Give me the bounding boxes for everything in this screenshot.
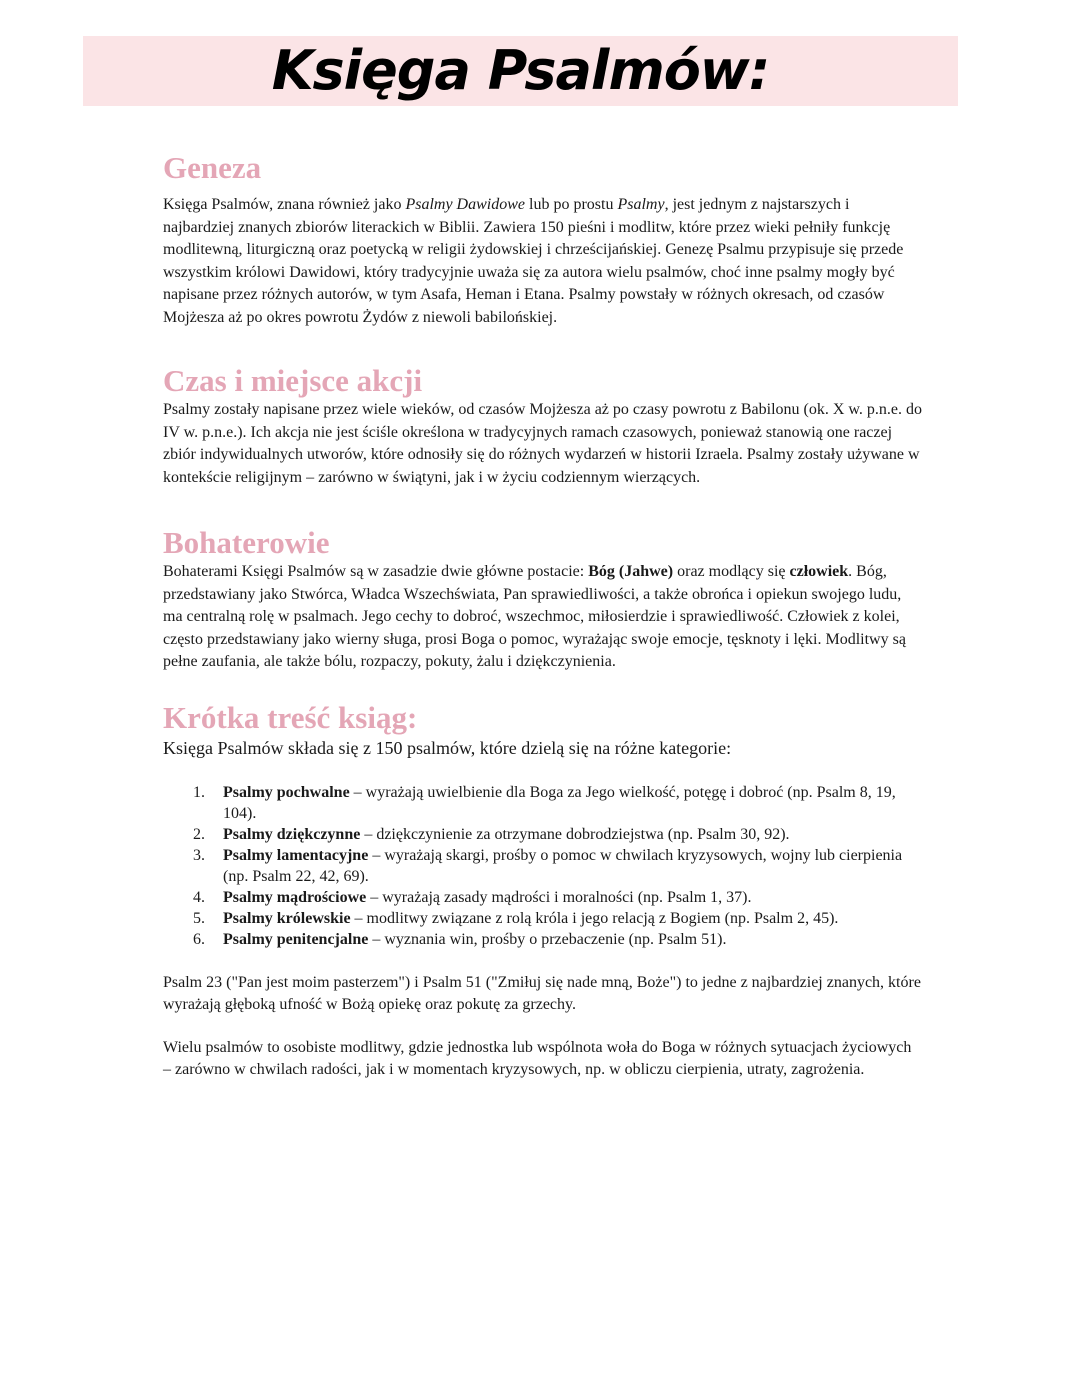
list-number: 6.: [193, 930, 205, 948]
list-item: [193, 782, 923, 824]
section-genesis: [163, 150, 923, 329]
list-desc: – wyznania win, prośby o przebaczenie (np. Psalm 51).: [368, 930, 727, 948]
heading-heroes: Bohaterowie: [163, 525, 330, 560]
title-banner: [83, 36, 958, 106]
page-title: Księga Psalmów:: [271, 39, 770, 102]
list-number: 4.: [193, 888, 205, 906]
text-run: . Bóg, przedstawiany jako Stwórca, Władca Wszechświata, Pan sprawiedliwości, a także obrońca i opiekun swojego ludu, ma centralną rolę w psalmach. Jego cechy to dobroć, wszechmoc, miłosierdzie i sprawiedliwość. Człowiek z kolei, często przedstawiany jako wierny sługa, prosi Boga o pomoc, wyrażając swoje emocje, tęsknoty i lęki. Modlitwy są pełne zaufania, ale także bólu, rozpaczy, pokuty, żalu i dziękczynienia.: [163, 563, 906, 670]
list-number: 1.: [193, 783, 205, 801]
document-body: [163, 150, 923, 1082]
list-number: 2.: [193, 825, 205, 843]
list-term: Psalmy pochwalne: [223, 783, 350, 801]
list-item: [193, 929, 923, 950]
list-term: Psalmy królewskie: [223, 909, 351, 927]
list-item: [193, 908, 923, 929]
text-run: Księga Psalmów, znana również jako: [163, 196, 406, 213]
section-heroes: [163, 525, 923, 674]
list-term: Psalmy penitencjalne: [223, 930, 369, 948]
list-number: 3.: [193, 846, 205, 864]
text-run: oraz modlący się: [673, 563, 790, 580]
summary-lead: Księga Psalmów składa się z 150 psalmów, które dzielą się na różne kategorie:: [163, 737, 732, 758]
list-desc: – modlitwy związane z rolą króla i jego relacją z Bogiem (np. Psalm 2, 45).: [350, 909, 839, 927]
heading-time-place: Czas i miejsce akcji: [163, 363, 423, 398]
italic-title: Psalmy: [617, 196, 665, 213]
list-term: Psalmy dziękczynne: [223, 825, 361, 843]
section-time-place: [163, 363, 923, 489]
paragraph-personal-prayers: Wielu psalmów to osobiste modlitwy, gdzie jednostka lub wspólnota woła do Boga w różnych sytuacjach życiowych – zarówno w chwilach radości, jak i w momentach kryzysowych, np. w obliczu cierpienia, utraty, zagrożenia.: [163, 1038, 912, 1078]
list-number: 5.: [193, 909, 205, 927]
text-run: Bohaterami Księgi Psalmów są w zasadzie dwie główne postacie:: [163, 563, 589, 580]
bold-term: człowiek: [789, 563, 849, 580]
list-desc: – wyrażają uwielbienie dla Boga za Jego wielkość, potęgę i dobroć (np. Psalm 8, 19, 104).: [223, 783, 896, 822]
paragraph-famous-psalms: Psalm 23 ("Pan jest moim pasterzem") i Psalm 51 ("Zmiłuj się nade mną, Boże") to jedne z najbardziej znanych, które wyrażają głęboką ufność w Bożą opiekę oraz pokutę za grzechy.: [163, 973, 921, 1013]
list-desc: – wyrażają zasady mądrości i moralności (np. Psalm 1, 37).: [366, 888, 752, 906]
list-desc: – dziękczynienie za otrzymane dobrodziejstwa (np. Psalm 30, 92).: [360, 825, 790, 843]
bold-term: Bóg (Jahwe): [588, 563, 674, 580]
paragraph-time-place: Psalmy zostały napisane przez wiele wieków, od czasów Mojżesza aż po czasy powrotu z Babilonu (ok. X w. p.n.e. do IV w. p.n.e.). Ich akcja nie jest ściśle określona w tradycyjnych ramach czasowych, ponieważ stanowią one raczej zbiór indywidualnych utworów, które odnosiły się do różnych wydarzeń w historii Izraela. Psalmy zostały używane w kontekście religijnym – zarówno w świątyni, jak i w życiu codziennym wierzących.: [163, 401, 923, 486]
text-run: , jest jednym z najstarszych i najbardziej znanych zbiorów literackich w Biblii. Zawiera 150 pieśni i modlitw, które przez wieki pełniły funkcję modlitewną, liturgiczną oraz poetycką w religii żydowskiej i chrześcijańskiej. Genezę Psalmu przypisuje się przede wszystkim królowi Dawidowi, który tradycyjnie uważa się za autora wielu psalmów, choć inne psalmy mogły być napisane przez różnych autorów, w tym Asafa, Heman i Etana. Psalmy powstały w różnych okresach, od czasów Mojżesza aż po okres powrotu Żydów z niewoli babilońskiej.: [163, 196, 904, 326]
section-summary: [163, 700, 923, 1082]
paragraph-genesis: [163, 194, 923, 329]
text-run: lub po prostu: [525, 196, 618, 213]
list-desc: – wyrażają skargi, prośby o pomoc w chwilach kryzysowych, wojny lub cierpienia (np. Psalm 22, 42, 69).: [223, 846, 903, 885]
list-term: Psalmy lamentacyjne: [223, 846, 369, 864]
list-item: [193, 824, 923, 845]
list-item: [193, 887, 923, 908]
paragraph-heroes: [163, 561, 923, 674]
heading-summary: Krótka treść ksiąg:: [163, 699, 418, 735]
list-item: [193, 845, 923, 887]
psalm-categories-list: [163, 782, 923, 950]
italic-title: Psalmy Dawidowe: [405, 196, 525, 213]
list-term: Psalmy mądrościowe: [223, 888, 367, 906]
heading-genesis: Geneza: [163, 150, 262, 185]
